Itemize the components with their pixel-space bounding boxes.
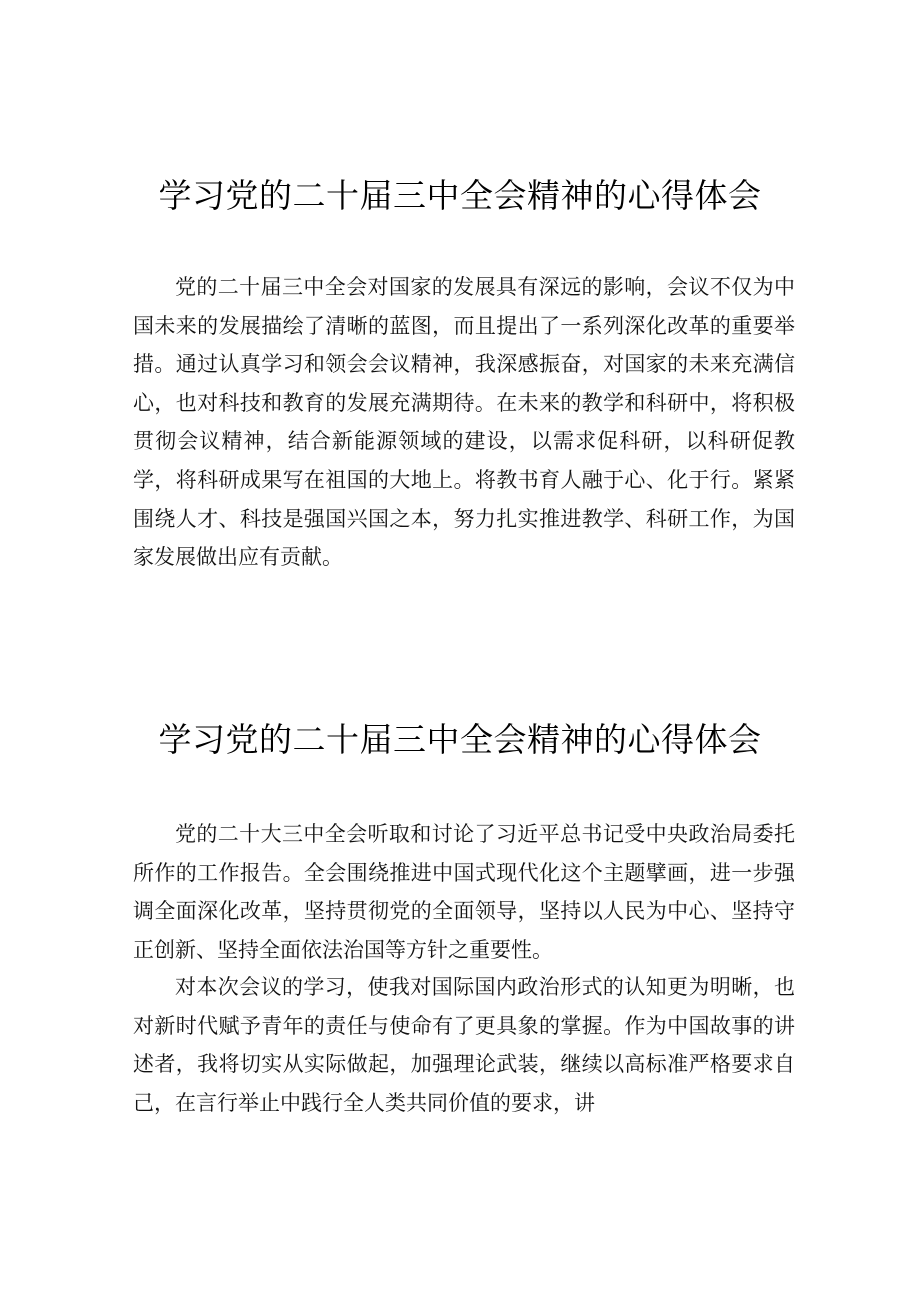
section-2-paragraph-1: 党的二十大三中全会听取和讨论了习近平总书记受中央政治局委托所作的工作报告。全会围绕推进中国式现代化这个主题擘画，进一步强调全面深化改革，坚持贯彻党的全面领导，坚持以人民为中心、坚持守正创新、坚持全面依法治国等方针之重要性。 <box>133 822 795 962</box>
section-2-paragraph-2: 对本次会议的学习，使我对国际国内政治形式的认知更为明晰，也对新时代赋予青年的责任与使命有了更具象的掌握。作为中国故事的讲述者，我将切实从实际做起，加强理论武装，继续以高标准严格要求自己，在言行举止中践行全人类共同价值的要求，讲 <box>133 975 795 1115</box>
section-2-title: 学习党的二十届三中全会精神的心得体会 <box>158 720 762 759</box>
section-1-paragraph-1: 党的二十届三中全会对国家的发展具有深远的影响，会议不仅为中国未来的发展描绘了清晰的蓝图，而且提出了一系列深化改革的重要举措。通过认真学习和领会会议精神，我深感振奋，对国家的未来充满信心，也对科技和教育的发展充满期待。在未来的教学和科研中，将积极贯彻会议精神，结合新能源领域的建设，以需求促科研，以科研促教学，将科研成果写在祖国的大地上。将教书育人融于心、化于行。紧紧围绕人才、科技是强国兴国之本，努力扎实推进教学、科研工作，为国家发展做出应有贡献。 <box>133 275 795 570</box>
section-1-title: 学习党的二十届三中全会精神的心得体会 <box>158 176 762 215</box>
